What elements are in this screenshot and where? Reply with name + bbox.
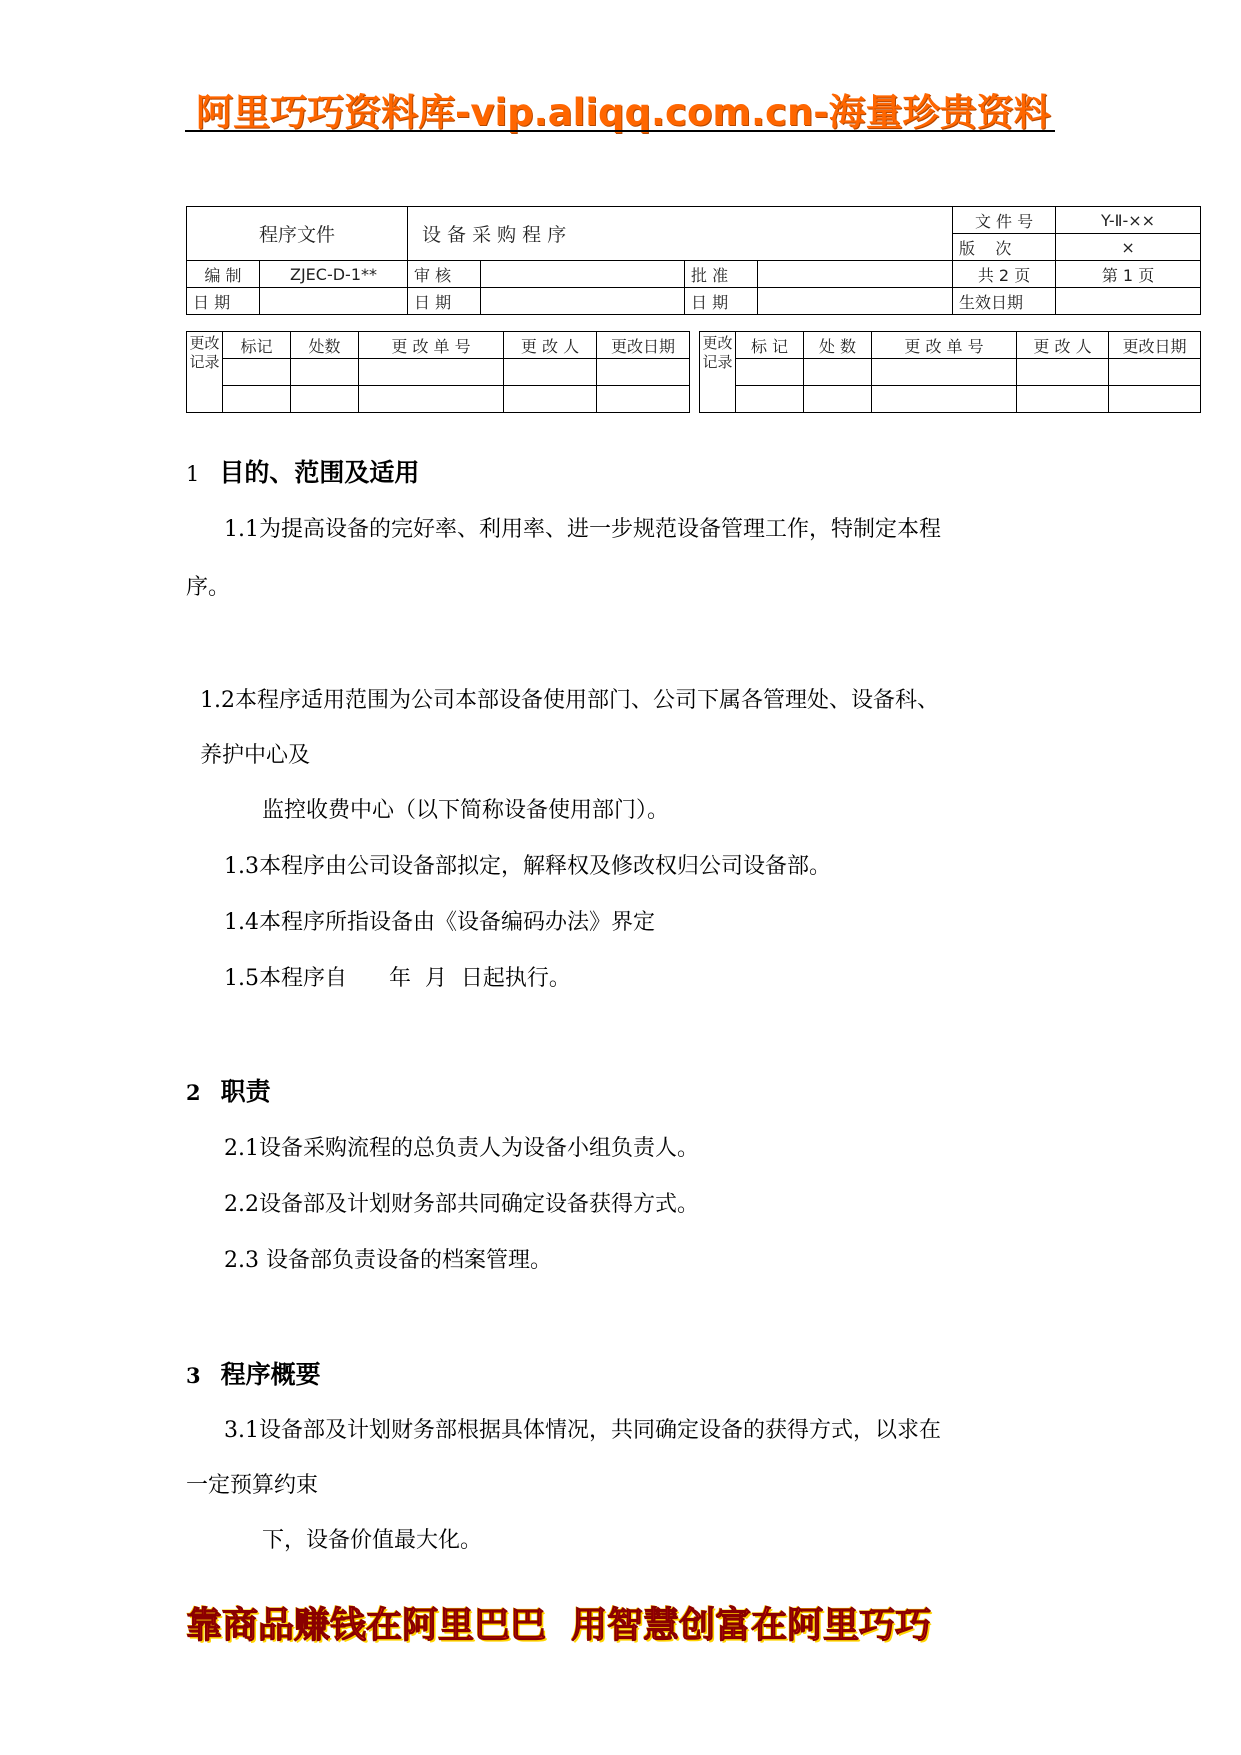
footer-slogan: 靠商品赚钱在阿里巴巴 用智慧创富在阿里巧巧 <box>186 1605 932 1646</box>
version-value: × <box>1056 234 1201 261</box>
paragraph-1-2c: 监控收费中心（以下简称设备使用部门）。 <box>262 798 670 823</box>
effective-date-value <box>1056 288 1201 315</box>
paragraph-3-1a: 3.1设备部及计划财务部根据具体情况，共同确定设备的获得方式，以求在 <box>224 1418 941 1443</box>
change-log-left <box>186 331 690 413</box>
change-row <box>187 359 690 386</box>
section-2-title: 职责 <box>220 1077 271 1106</box>
editor-label: 编 制 <box>187 261 260 288</box>
editor-value: ZJEC-D-1** <box>260 261 408 288</box>
change-header-person: 更 改 人 <box>504 332 597 359</box>
section-2-heading <box>186 1077 271 1108</box>
doc-title: 设 备 采 购 程 序 <box>408 207 953 261</box>
doc-header-table <box>186 206 1201 315</box>
date-value-reviewer <box>481 288 685 315</box>
change-row <box>187 386 690 413</box>
change-header-order-no: 更 改 单 号 <box>872 332 1017 359</box>
paragraph-3-1b: 一定预算约束 <box>186 1473 319 1498</box>
section-1-heading <box>186 458 419 489</box>
page-number: 第 1 页 <box>1056 261 1201 288</box>
section-3-number: 3 <box>186 1363 201 1388</box>
banner-underline <box>185 130 1055 132</box>
date-label-approver: 日 期 <box>685 288 758 315</box>
change-header-mark: 标记 <box>223 332 291 359</box>
file-no-label: 文 件 号 <box>953 207 1056 234</box>
paragraph-1-5: 1.5本程序自 年 月 日起执行。 <box>224 966 571 991</box>
paragraph-2-3: 2.3 设备部负责设备的档案管理。 <box>224 1248 552 1273</box>
section-1-title: 目的、范围及适用 <box>219 458 420 487</box>
change-log-right <box>699 331 1201 413</box>
section-1-number: 1 <box>186 462 200 486</box>
paragraph-1-2b: 养护中心及 <box>200 743 311 768</box>
reviewer-label: 审 核 <box>408 261 481 288</box>
paragraph-1-2a: 1.2本程序适用范围为公司本部设备使用部门、公司下属各管理处、设备科、 <box>200 688 939 713</box>
section-2-number: 2 <box>186 1080 201 1105</box>
paragraph-3-1c: 下，设备价值最大化。 <box>262 1528 483 1553</box>
paragraph-1-4: 1.4本程序所指设备由《设备编码办法》界定 <box>224 910 655 935</box>
reviewer-value <box>481 261 685 288</box>
total-pages: 共 2 页 <box>953 261 1056 288</box>
change-log-side-label: 更改记录 <box>187 332 223 413</box>
banner-text: 阿里巧巧资料库-vip.aliqq.com.cn-海量珍贵资料 <box>196 91 1051 134</box>
section-3-heading <box>186 1360 321 1391</box>
date-value-editor <box>260 288 408 315</box>
section-3-title: 程序概要 <box>220 1360 321 1389</box>
change-header-date: 更改日期 <box>597 332 690 359</box>
file-no-value: Y-Ⅱ-×× <box>1056 207 1201 234</box>
effective-date-label: 生效日期 <box>953 288 1056 315</box>
date-label-editor: 日 期 <box>187 288 260 315</box>
paragraph-1-1a: 1.1为提高设备的完好率、利用率、进一步规范设备管理工作，特制定本程 <box>224 517 941 542</box>
change-header-count: 处数 <box>291 332 359 359</box>
change-header-order-no: 更 改 单 号 <box>359 332 504 359</box>
change-header-count: 处 数 <box>804 332 872 359</box>
change-log-side-label: 更改记录 <box>700 332 736 413</box>
change-header-date: 更改日期 <box>1109 332 1201 359</box>
change-header-mark: 标 记 <box>736 332 804 359</box>
change-row <box>700 359 1201 386</box>
paragraph-1-3: 1.3本程序由公司设备部拟定，解释权及修改权归公司设备部。 <box>224 854 831 879</box>
version-label: 版 次 <box>953 234 1056 261</box>
paragraph-1-1b: 序。 <box>186 575 231 600</box>
date-label-reviewer: 日 期 <box>408 288 481 315</box>
paragraph-2-1: 2.1设备采购流程的总负责人为设备小组负责人。 <box>224 1136 699 1161</box>
date-value-approver <box>758 288 953 315</box>
change-row <box>700 386 1201 413</box>
approver-label: 批 准 <box>685 261 758 288</box>
approver-value <box>758 261 953 288</box>
doc-type: 程序文件 <box>187 207 408 261</box>
change-header-person: 更 改 人 <box>1017 332 1109 359</box>
paragraph-2-2: 2.2设备部及计划财务部共同确定设备获得方式。 <box>224 1192 699 1217</box>
